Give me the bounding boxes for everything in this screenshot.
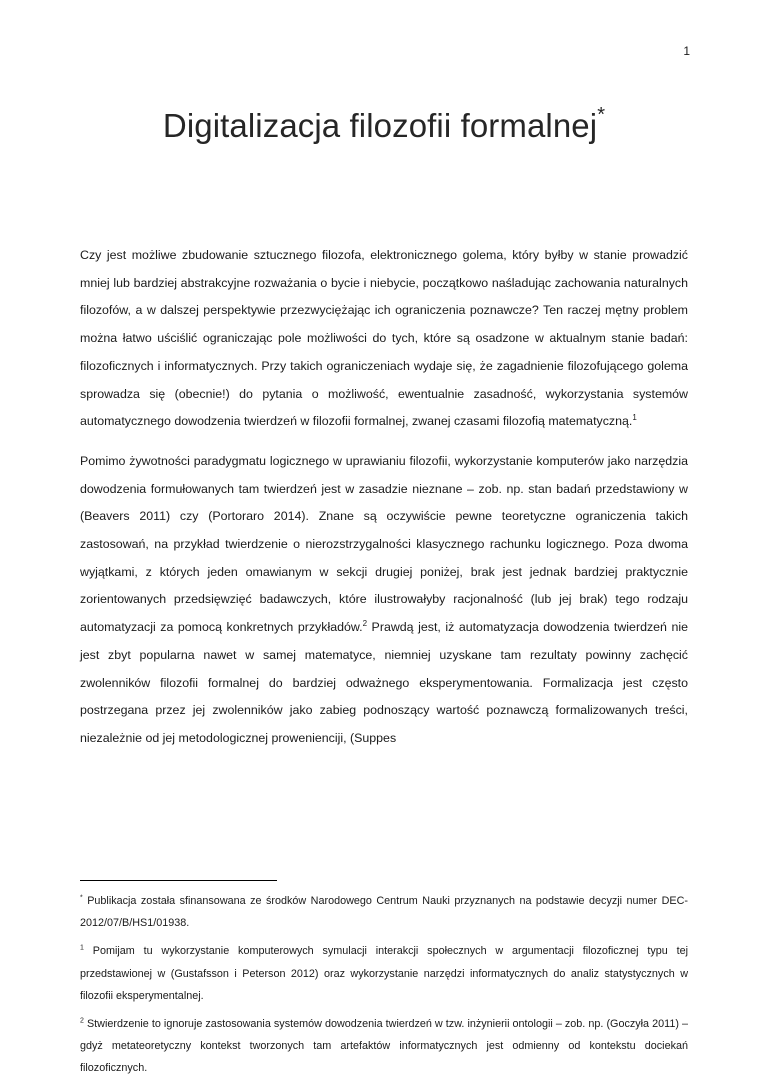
paragraph-1-text: Czy jest możliwe zbudowanie sztucznego filozofa, elektronicznego golema, który byłby w stanie prowadzić mniej lub bardziej abstrakcyjne rozważania o bycie i niebycie, początkowo naśladując zachowania naturalnych filozofów, a w dalszej perspektywie przezwyciężając ich ograniczenia poznawcze? Ten raczej mętny problem można łatwo uściślić ograniczając pole możliwości do tych, które są osadzone w aktualnym stanie badań: filozoficznych i informatycznych. Przy takich ograniczeniach wydaje się, że zagadnienie filozofującego golema sprowadza się (obecnie!) do pytania o możliwość, ewentualnie zasadność, wykorzystania systemów automatycznego dowodzenia twierdzeń w filozofii formalnej, zwanej czasami filozofią matematyczną.: [80, 248, 688, 429]
paragraph-2-tail: Prawdą jest, iż automatyzacja dowodzenia twierdzeń nie jest zbyt popularna nawet w samej matematyce, niemniej uzyskane tam rezultaty powinny zachęcić zwolenników filozofii formalnej do bardziej odważnego eksperymentowania. Formalizacja jest często postrzegana przez jej zwolenników jako zabieg podnoszący wartość poznawczą formalizowanych treści, niezależnie od jej metodologicznej prowenienciji, (Suppes: [80, 620, 688, 745]
title-footnote-mark[interactable]: *: [597, 104, 606, 127]
footnote-2: [80, 1013, 688, 1080]
footnote-star-text: Publikacja została sfinansowana ze środków Narodowego Centrum Nauki przyznanych na podstawie decyzji numer DEC-2012/07/B/HS1/01938.: [80, 895, 688, 930]
footnote-1-mark: 1: [80, 944, 84, 952]
footnote-star: [80, 890, 688, 934]
page-number: 1: [683, 44, 690, 58]
paragraph-2: [80, 448, 688, 753]
footnote-star-mark: *: [80, 894, 83, 902]
paragraph-1: [80, 242, 688, 436]
footnotes: [80, 890, 688, 1086]
footnote-ref-1[interactable]: 1: [632, 413, 637, 423]
paragraph-2-text: Pomimo żywotności paradygmatu logicznego w uprawianiu filozofii, wykorzystanie komputerów jako narzędzia dowodzenia formułowanych tam twierdzeń jest w zasadzie nieznane – zob. np. stan badań przedstawiony w (Beavers 2011) czy (Portoraro 2014). Znane są oczywiście pewne teoretyczne ograniczenia takich zastosowań, na przykład twierdzenie o nierozstrzygalności klasycznego rachunku logicznego. Poza dwoma wyjątkami, z których jeden omawianym w sekcji drugiej poniżej, brak jest jednak bardziej praktycznie zorientowanych przedsięwzięć badawczych, które ilustrowałyby racjonalność (lub jej brak) tego rodzaju automatyzacji za pomocą konkretnych przykładów.: [80, 453, 688, 635]
title-text: Digitalizacja filozofii formalnej: [162, 107, 598, 145]
footnote-1-text: Pomijam tu wykorzystanie komputerowych symulacji interakcji społecznych w argumentacji filozoficznej typu tej przedstawionej w (Gustafsson i Peterson 2012) oraz wykorzystanie narzędzi informatycznych do analiz statystycznych w filozofii eksperymentalnej.: [80, 945, 688, 1002]
footnote-1: [80, 940, 688, 1007]
footnote-2-mark: 2: [80, 1017, 84, 1025]
footnote-2-text: Stwierdzenie to ignoruje zastosowania systemów dowodzenia twierdzeń w tzw. inżynierii ontologii – zob. np. (Goczyła 2011) – gdyż metateoretyczny kontekst tworzonych tam artefaktów informatycznych jest odmienny od kontekstu dociekań filozoficznych.: [80, 1018, 688, 1075]
page-title: [0, 104, 768, 145]
footnote-ref-2[interactable]: 2: [362, 619, 368, 629]
body-text: [80, 242, 688, 765]
footnote-separator: [80, 880, 277, 881]
